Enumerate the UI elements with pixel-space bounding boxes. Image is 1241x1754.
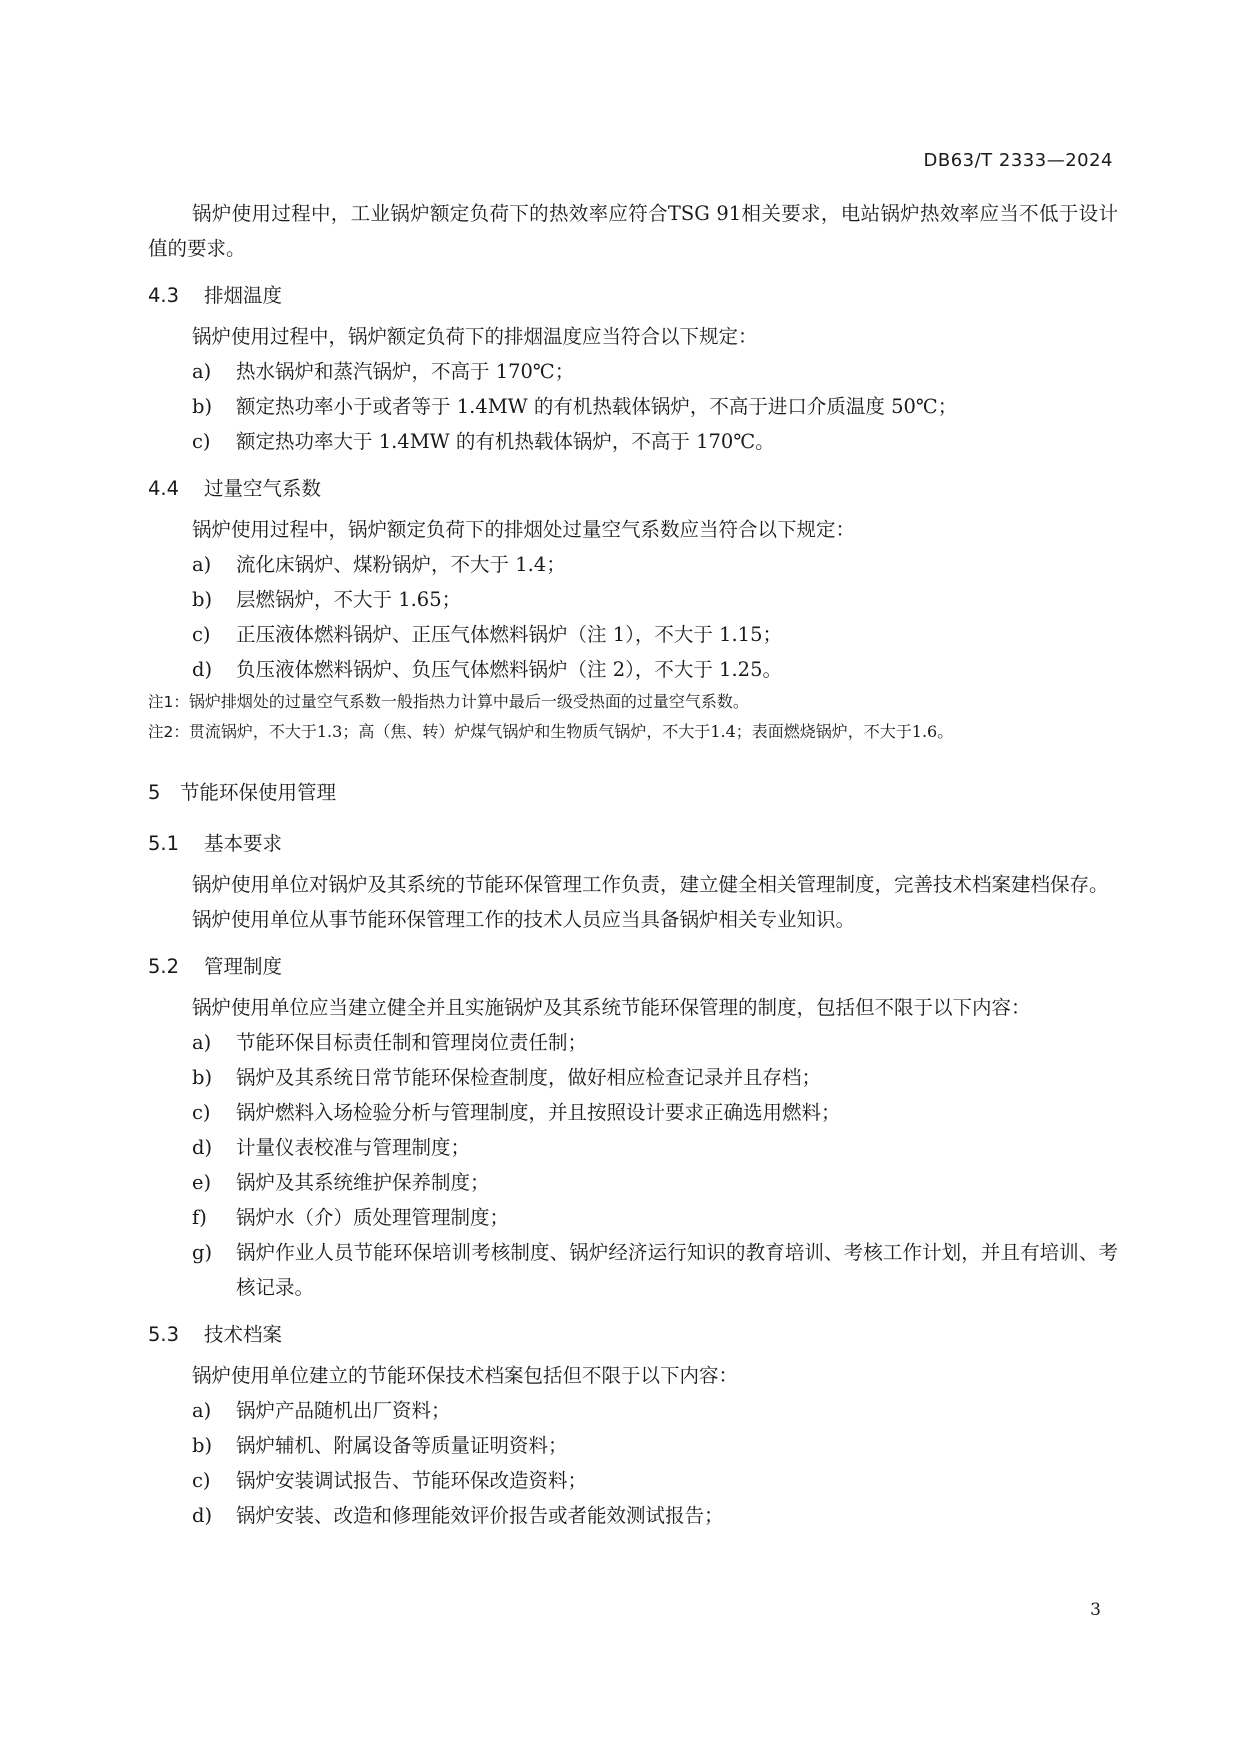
list-text: 节能环保目标责任制和管理岗位责任制； [236,1031,588,1054]
section-5-1-paragraph: 锅炉使用单位从事节能环保管理工作的技术人员应当具备锅炉相关专业知识。 [192,908,856,931]
list-text: 锅炉水（介）质处理管理制度； [236,1206,510,1229]
list-item [148,1165,1118,1200]
list-text: 流化床锅炉、煤粉锅炉，不大于 1.4； [236,553,566,576]
section-4-3-list [148,354,1118,459]
list-text: 锅炉燃料入场检验分析与管理制度，并且按照设计要求正确选用燃料； [236,1101,841,1124]
list-item [148,354,1118,389]
section-number: 5.1 [148,832,180,855]
list-text: 正压液体燃料锅炉、正压气体燃料锅炉（注 1），不大于 1.15； [236,623,782,646]
list-text: 计量仪表校准与管理制度； [236,1136,471,1159]
section-number: 5.2 [148,955,180,978]
list-marker: b) [192,588,213,611]
section-5-2-lead: 锅炉使用单位应当建立健全并且实施锅炉及其系统节能环保管理的制度，包括但不限于以下内容： [192,996,1031,1019]
list-text: 层燃锅炉，不大于 1.65； [236,588,462,611]
list-marker: a) [192,1399,212,1422]
section-title: 技术档案 [204,1323,283,1346]
list-marker: d) [192,1136,213,1159]
list-text: 锅炉及其系统日常节能环保检查制度，做好相应检查记录并且存档； [236,1066,822,1089]
list-marker: c) [192,623,211,646]
document-code: DB63/T 2333—2024 [923,150,1113,171]
list-text: 额定热功率小于或者等于 1.4MW 的有机热载体锅炉，不高于进口介质温度 50℃； [236,395,958,418]
list-item [148,652,1118,687]
list-marker: a) [192,1031,212,1054]
note-text: 贯流锅炉，不大于1.3；高（焦、转）炉煤气锅炉和生物质气锅炉，不大于1.4；表面燃烧锅炉，不大于1.6。 [188,722,954,741]
list-text: 锅炉辅机、附属设备等质量证明资料； [236,1434,568,1457]
list-text: 热水锅炉和蒸汽锅炉，不高于 170℃； [236,360,575,383]
page-number: 3 [1090,1600,1101,1620]
list-item [148,389,1118,424]
section-5-3-heading [148,1317,1118,1352]
list-item [148,617,1118,652]
list-text: 额定热功率大于 1.4MW 的有机热载体锅炉，不高于 170℃。 [236,430,775,453]
section-number: 5.3 [148,1323,180,1346]
list-item [148,1025,1118,1060]
list-item [148,1498,1118,1533]
list-item [148,1095,1118,1130]
list-marker: d) [192,658,213,681]
note-text: 锅炉排烟处的过量空气系数一般指热力计算中最后一级受热面的过量空气系数。 [188,692,749,711]
list-marker: c) [192,430,211,453]
list-item [148,1200,1118,1235]
list-text: 锅炉安装调试报告、节能环保改造资料； [236,1469,588,1492]
list-marker: b) [192,1434,213,1457]
list-marker: g) [192,1241,213,1264]
section-5-3-lead: 锅炉使用单位建立的节能环保技术档案包括但不限于以下内容： [192,1364,739,1387]
note-label: 注1： [148,693,189,711]
section-5-1-heading [148,826,1118,861]
page-content [148,196,1118,1533]
section-4-4-list [148,547,1118,687]
list-marker: e) [192,1171,212,1194]
section-5-2-heading [148,949,1118,984]
list-marker: a) [192,553,212,576]
note-1 [148,687,1118,717]
chapter-number: 5 [148,781,161,804]
list-text: 负压液体燃料锅炉、负压气体燃料锅炉（注 2），不大于 1.25。 [236,658,782,681]
note-label: 注2： [148,723,189,741]
list-item [148,1130,1118,1165]
list-marker: c) [192,1101,211,1124]
list-marker: c) [192,1469,211,1492]
list-item [148,1060,1118,1095]
list-text: 锅炉作业人员节能环保培训考核制度、锅炉经济运行知识的教育培训、考核工作计划，并且有培训、考核记录。 [236,1241,1118,1299]
list-item [148,582,1118,617]
list-text: 锅炉及其系统维护保养制度； [236,1171,490,1194]
list-marker: f) [192,1206,207,1229]
section-4-3-lead: 锅炉使用过程中，锅炉额定负荷下的排烟温度应当符合以下规定： [192,325,758,348]
list-item [148,424,1118,459]
intro-paragraph: 锅炉使用过程中，工业锅炉额定负荷下的热效率应符合TSG 91相关要求，电站锅炉热效率应当不低于设计值的要求。 [148,202,1118,260]
section-4-3-heading [148,278,1118,313]
section-number: 4.4 [148,477,180,500]
list-item [148,1463,1118,1498]
section-5-1-paragraph: 锅炉使用单位对锅炉及其系统的节能环保管理工作负责，建立健全相关管理制度，完善技术档案建档保存。 [192,873,1109,896]
list-marker: b) [192,395,213,418]
list-item [148,1393,1118,1428]
list-item [148,1235,1118,1305]
list-item [148,547,1118,582]
list-item [148,1428,1118,1463]
section-title: 管理制度 [204,955,283,978]
list-text: 锅炉产品随机出厂资料； [236,1399,451,1422]
section-title: 基本要求 [204,832,283,855]
list-marker: a) [192,360,212,383]
section-title: 排烟温度 [204,284,283,307]
section-5-2-list [148,1025,1118,1305]
list-marker: d) [192,1504,213,1527]
chapter-5-heading [148,775,1118,810]
chapter-title: 节能环保使用管理 [180,781,337,804]
note-2 [148,717,1118,747]
list-text: 锅炉安装、改造和修理能效评价报告或者能效测试报告； [236,1504,724,1527]
section-4-4-lead: 锅炉使用过程中，锅炉额定负荷下的排烟处过量空气系数应当符合以下规定： [192,518,856,541]
section-number: 4.3 [148,284,180,307]
section-4-4-heading [148,471,1118,506]
list-marker: b) [192,1066,213,1089]
section-title: 过量空气系数 [204,477,322,500]
section-5-3-list [148,1393,1118,1533]
